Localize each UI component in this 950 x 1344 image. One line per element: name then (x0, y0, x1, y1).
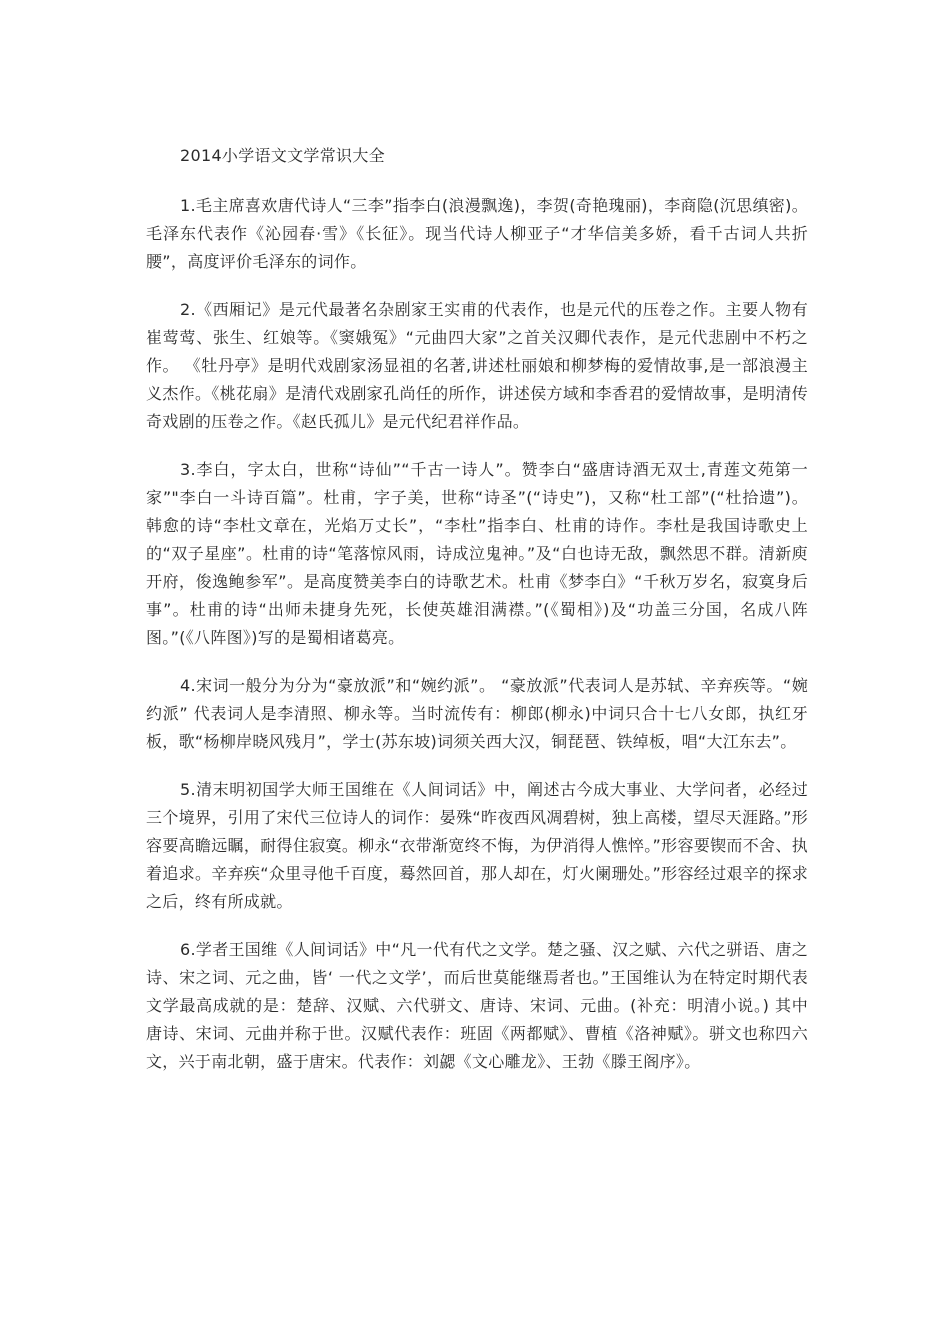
paragraph-6: 6.学者王国维《人间词话》中“凡一代有代之文学。楚之骚、汉之赋、六代之骈语、唐之诗、宋之词、元之曲，皆‘ 一代之文学’，而后世莫能继焉者也。”王国维认为在特定时期代表文学最高成就的是：楚辞、汉赋、六代骈文、唐诗、宋词、元曲。(补充：明清小说。) 其中唐诗、宋词、元曲并称于世。汉赋代表作：班固《两都赋》、曹植《洛神赋》。骈文也称四六文，兴于南北朝，盛于唐宋。代表作：刘勰《文心雕龙》、王勃《滕王阁序》。 (146, 940, 808, 1071)
paragraph-2: 2.《西厢记》是元代最著名杂剧家王实甫的代表作，也是元代的压卷之作。主要人物有崔莺莺、张生、红娘等。《窦娥冤》“元曲四大家”之首关汉卿代表作，是元代悲剧中不朽之作。 《牡丹亭》是明代戏剧家汤显祖的名著,讲述杜丽娘和柳梦梅的爱情故事,是一部浪漫主义杰作。《桃花扇》是清代戏剧家孔尚任的所作，讲述侯方域和李香君的爱情故事，是明清传奇戏剧的压卷之作。《赵氏孤儿》是元代纪君祥作品。 (146, 300, 808, 431)
paragraph-4: 4.宋词一般分为分为“豪放派”和“婉约派”。 “豪放派”代表词人是苏轼、辛弃疾等。“婉约派” 代表词人是李清照、柳永等。当时流传有：柳郎(柳永)中词只合十七八女郎，执红牙板，歌“杨柳岸晓风残月”，学士(苏东坡)词须关西大汉，铜琵琶、铁绰板，唱“大江东去”。 (146, 676, 808, 751)
paragraph-3: 3.李白，字太白，世称“诗仙”“千古一诗人”。赞李白“盛唐诗酒无双士,青莲文苑第一家”"李白一斗诗百篇”。杜甫，字子美，世称“诗圣”(“诗史”)，又称“杜工部”(“杜拾遗”)。 韩愈的诗“李杜文章在，光焰万丈长”，“李杜”指李白、杜甫的诗作。李杜是我国诗歌史上的“双子星座”。杜甫的诗“笔落惊风雨，诗成泣鬼神。”及“白也诗无敌，飘然思不群。清新庾开府，俊逸鲍参军”。是高度赞美李白的诗歌艺术。杜甫《梦李白》“千秋万岁名，寂寞身后事”。杜甫的诗“出师未捷身先死，长使英雄泪满襟。”(《蜀相》)及“功盖三分国，名成八阵图。”(《八阵图》)写的是蜀相诸葛亮。 (146, 460, 808, 647)
document-page (146, 142, 808, 1096)
paragraph-1: 1.毛主席喜欢唐代诗人“三李”指李白(浪漫飘逸)，李贺(奇艳瑰丽)，李商隐(沉思缜密)。毛泽东代表作《沁园春·雪》《长征》。现当代诗人柳亚子“才华信美多娇，看千古词人共折腰”，高度评价毛泽东的词作。 (146, 196, 808, 271)
paragraph-5: 5.清末明初国学大师王国维在《人间词话》中，阐述古今成大事业、大学问者，必经过三个境界，引用了宋代三位诗人的词作：晏殊“昨夜西风凋碧树，独上高楼，望尽天涯路。”形容要高瞻远瞩，耐得住寂寞。柳永“衣带渐宽终不悔，为伊消得人憔悴。”形容要锲而不舍、执着追求。辛弃疾“众里寻他千百度，蓦然回首，那人却在，灯火阑珊处。”形容经过艰辛的探求之后，终有所成就。 (146, 780, 808, 911)
document-title: 2014小学语文文学常识大全 (180, 146, 385, 165)
